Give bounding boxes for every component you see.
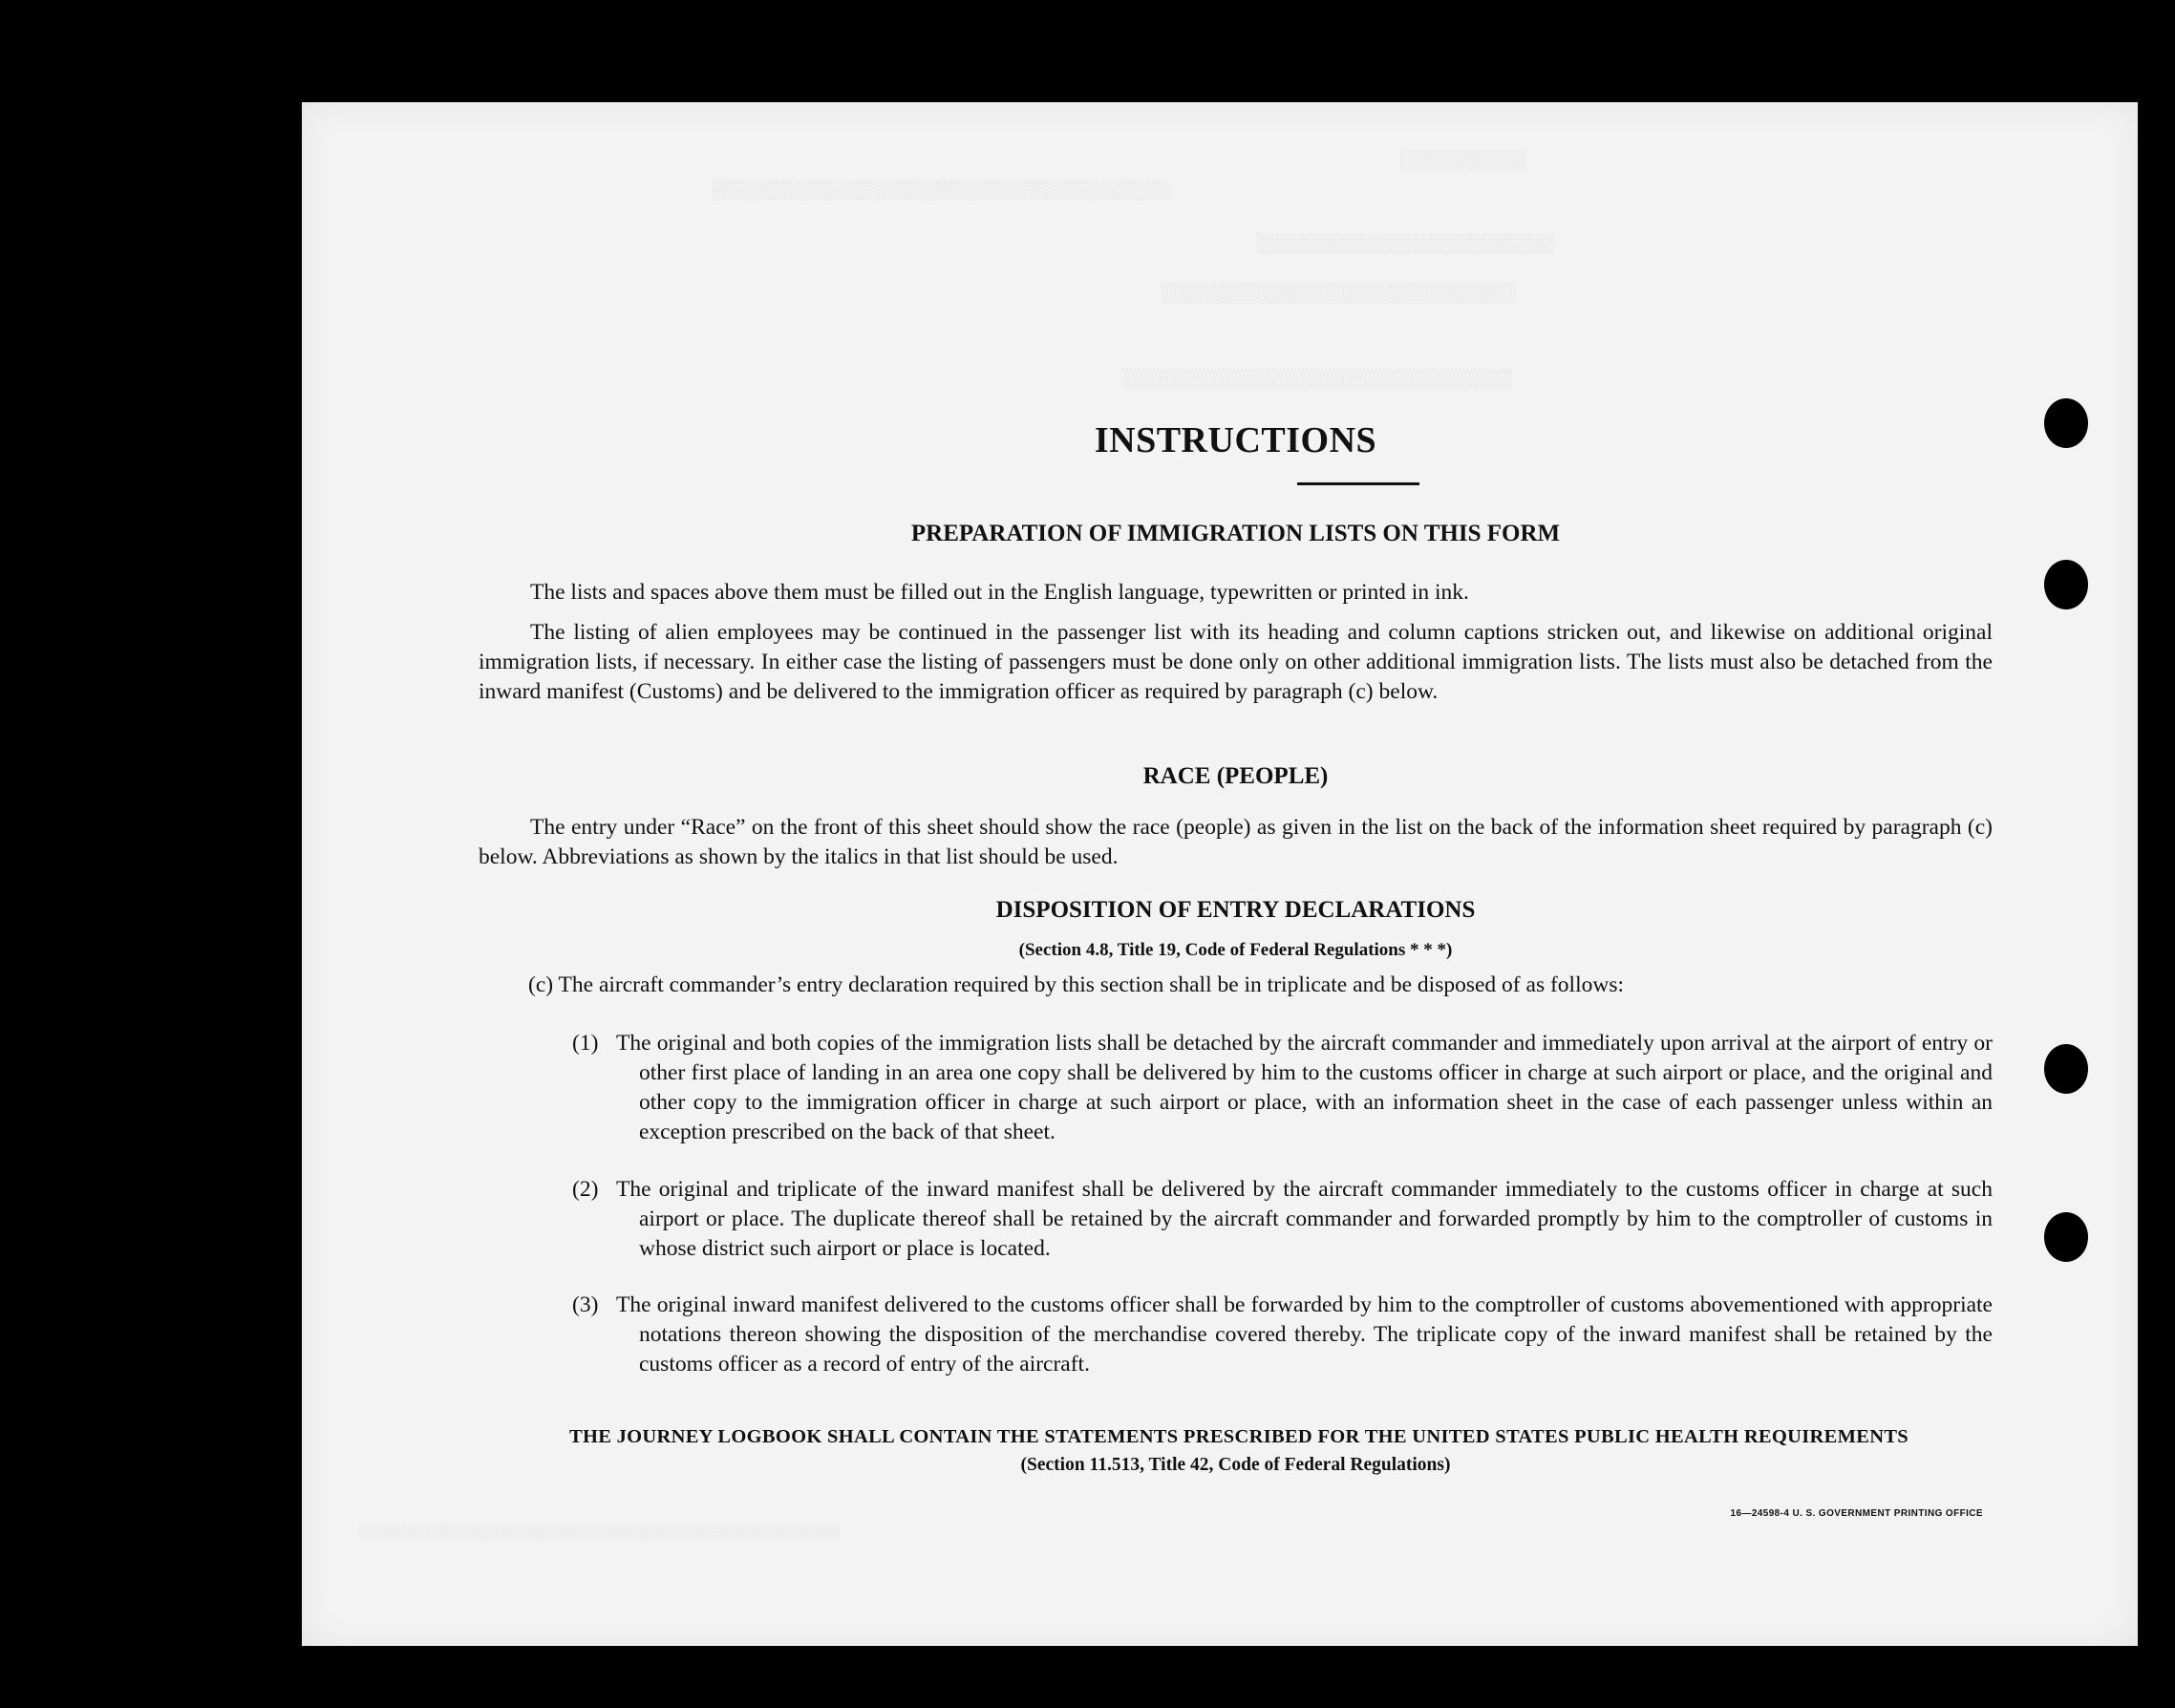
punch-hole bbox=[2044, 1212, 2088, 1262]
bleed-through-text: ░░░░░░░░░░░░░░░░░░░░░░░░░░░░░░░░░░░░░░░░░░░░░░░░░░░░░░░░░░░░ bbox=[359, 1526, 842, 1541]
page-title: INSTRUCTIONS bbox=[1094, 420, 1377, 460]
bleed-through-text: ░░░░░░░░░░░░░░░░░░░░░░░░░░░░░░░░░░░░░░░░ bbox=[713, 181, 1172, 203]
title-underline bbox=[1297, 482, 1419, 485]
list-item bbox=[572, 1029, 1993, 1147]
footer-statement: THE JOURNEY LOGBOOK SHALL CONTAIN THE STATEMENTS PRESCRIBED FOR THE UNITED STATES PUBLIC HEALTH REQUIREMENTS bbox=[568, 1426, 1909, 1447]
punch-hole bbox=[2044, 398, 2088, 448]
section-heading-race: RACE (PEOPLE) bbox=[1142, 763, 1329, 789]
item-number: (1) bbox=[572, 1031, 599, 1056]
punch-hole bbox=[2044, 560, 2088, 609]
item-number: (2) bbox=[572, 1177, 599, 1202]
printing-office-code: 16—24598-4 U. S. GOVERNMENT PRINTING OFFICE bbox=[1730, 1508, 1983, 1519]
section-heading-preparation: PREPARATION OF IMMIGRATION LISTS ON THIS FORM bbox=[910, 521, 1561, 546]
item-text: The original and both copies of the immigration lists shall be detached by the aircraft commander and immediately upon arrival at the airport of entry or other first place of landing in an area one copy shall be delivered by him to the customs officer in charge at such airport or place, and the original and other copy to the immigration officer in charge at such airport or place, with an information sheet in the case of each passenger unless within an exception prescribed on the back of that sheet. bbox=[616, 1031, 1993, 1144]
item-text: The original inward manifest delivered to the customs officer shall be forwarded by him to the comptroller of customs abovementioned with appropriate notations thereon showing the disposition of the merchandise covered thereby. The triplicate copy of the inward manifest shall be retained by the customs officer as a record of entry of the aircraft. bbox=[616, 1292, 1993, 1377]
list-item bbox=[572, 1291, 1993, 1379]
paragraph-language: The lists and spaces above them must be filled out in the English language, typewritten or printed in ink. bbox=[530, 580, 1469, 605]
paragraph-alien-employees: The listing of alien employees may be continued in the passenger list with its heading and column captions stricken out, and likewise on additional original immigration lists, if necessary. In either case the listing of passengers must be done only on other additional immigration lists. The lists must also be detached from the inward manifest (Customs) and be delivered to the immigration officer as required by paragraph (c) below. bbox=[479, 620, 1993, 704]
item-number: (3) bbox=[572, 1292, 599, 1317]
punch-hole bbox=[2044, 1044, 2088, 1094]
bleed-through-text: ░░░░░░░░░░░ bbox=[1400, 150, 1527, 172]
disposition-citation: (Section 4.8, Title 19, Code of Federal Regulations * * *) bbox=[1018, 940, 1453, 960]
item-text: The original and triplicate of the inward manifest shall be delivered by the aircraft commander immediately to the customs officer in charge at such airport or place. The duplicate thereof shall be retained by the aircraft commander and forwarded promptly by him to the comptroller of customs in whose district such airport or place is located. bbox=[616, 1177, 1993, 1261]
bleed-through-text: ░░░░░░░░░░░░░░░░░░░░░░░░░░░░░░░░░░ bbox=[1123, 370, 1514, 392]
list-item bbox=[572, 1175, 1993, 1264]
bleed-through-text: ░░░░░░░░░░░░░░░░░░░░░░░░░░░░░░░ bbox=[1162, 284, 1518, 306]
paragraph-disposition-intro: (c) The aircraft commander’s entry declaration required by this section shall be in triplicate and be disposed of as follows: bbox=[528, 972, 1624, 997]
document-page bbox=[302, 102, 2138, 1646]
footer-citation: (Section 11.513, Title 42, Code of Federal Regulations) bbox=[1020, 1455, 1451, 1475]
section-heading-disposition: DISPOSITION OF ENTRY DECLARATIONS bbox=[995, 897, 1476, 923]
bleed-through-text: ░░░░░░░░░░░░░░░░░░░░░░░░░░ bbox=[1257, 234, 1556, 256]
paragraph-race: The entry under “Race” on the front of this sheet should show the race (people) as given in the list on the back of the information sheet required by paragraph (c) below. Abbreviations as shown by the italics in that list should be used. bbox=[479, 815, 1993, 869]
